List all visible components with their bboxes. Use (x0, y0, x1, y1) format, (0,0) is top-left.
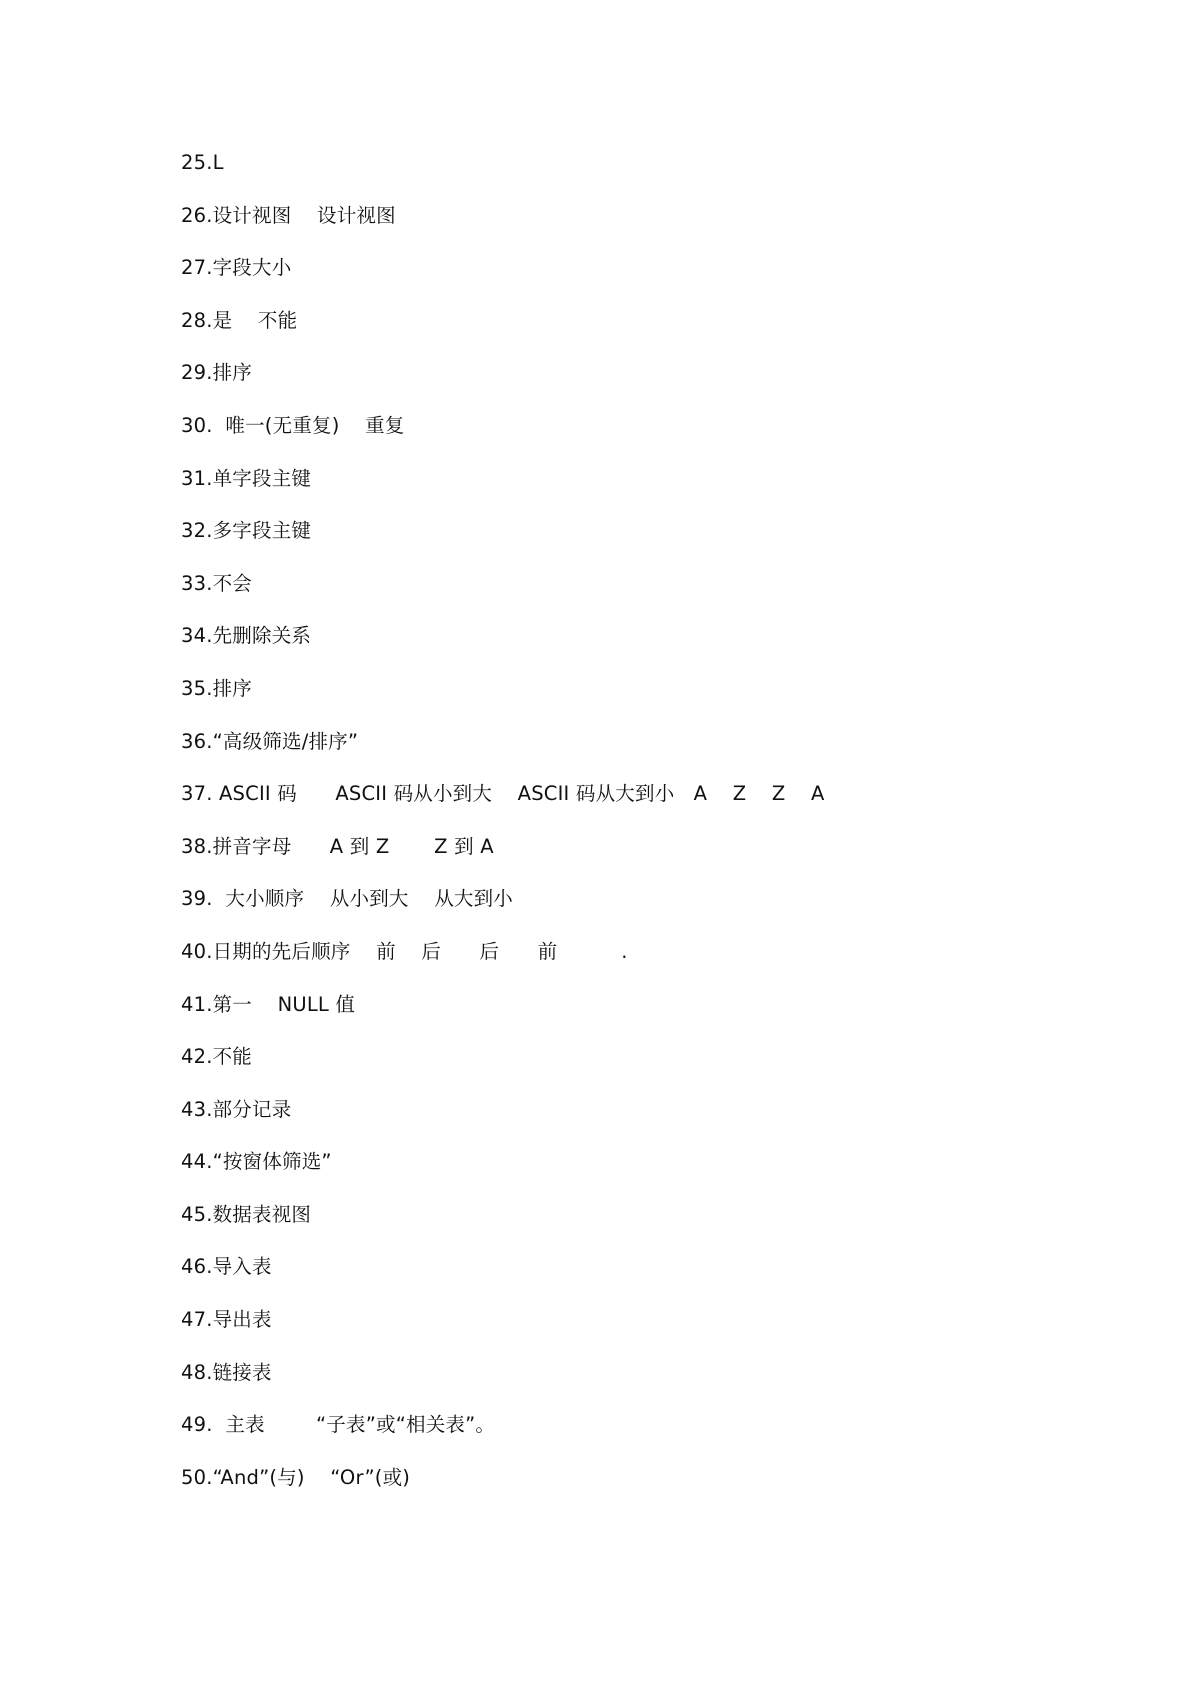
answer-line-28: 28.是 不能 (181, 308, 298, 332)
answer-line-31: 31.单字段主键 (181, 466, 312, 490)
answer-list (181, 148, 1081, 1515)
answer-line-37: 37. ASCII 码 ASCII 码从小到大 ASCII 码从大到小 A Z Z A (181, 782, 825, 806)
answer-line-29: 29.排序 (181, 361, 253, 385)
answer-line-26: 26.设计视图 设计视图 (181, 203, 396, 227)
answer-line-43: 43.部分记录 (181, 1097, 292, 1121)
answer-line-45: 45.数据表视图 (181, 1202, 312, 1226)
answer-line-42: 42.不能 (181, 1045, 253, 1069)
answer-line-40: 40.日期的先后顺序 前 后 后 前 . (181, 939, 628, 963)
answer-line-38: 38.拼音字母 A 到 Z Z 到 A (181, 834, 494, 858)
answer-line-30: 30. 唯一(无重复) 重复 (181, 413, 405, 437)
answer-line-49: 49. 主表 “子表”或“相关表”。 (181, 1413, 496, 1437)
answer-line-36: 36.“高级筛选/排序” (181, 729, 359, 753)
answer-line-46: 46.导入表 (181, 1255, 272, 1279)
answer-line-41: 41.第一 NULL 值 (181, 992, 356, 1016)
answer-line-32: 32.多字段主键 (181, 519, 312, 543)
answer-line-34: 34.先删除关系 (181, 624, 312, 648)
answer-line-35: 35.排序 (181, 676, 253, 700)
answer-line-25: 25.L (181, 151, 224, 174)
answer-line-27: 27.字段大小 (181, 256, 292, 280)
answer-line-50: 50.“And”(与) “Or”(或) (181, 1465, 411, 1489)
answer-line-47: 47.导出表 (181, 1308, 272, 1332)
answer-line-48: 48.链接表 (181, 1360, 272, 1384)
answer-line-33: 33.不会 (181, 571, 253, 595)
answer-line-44: 44.“按窗体筛选” (181, 1150, 332, 1174)
answer-line-39: 39. 大小顺序 从小到大 从大到小 (181, 887, 513, 911)
